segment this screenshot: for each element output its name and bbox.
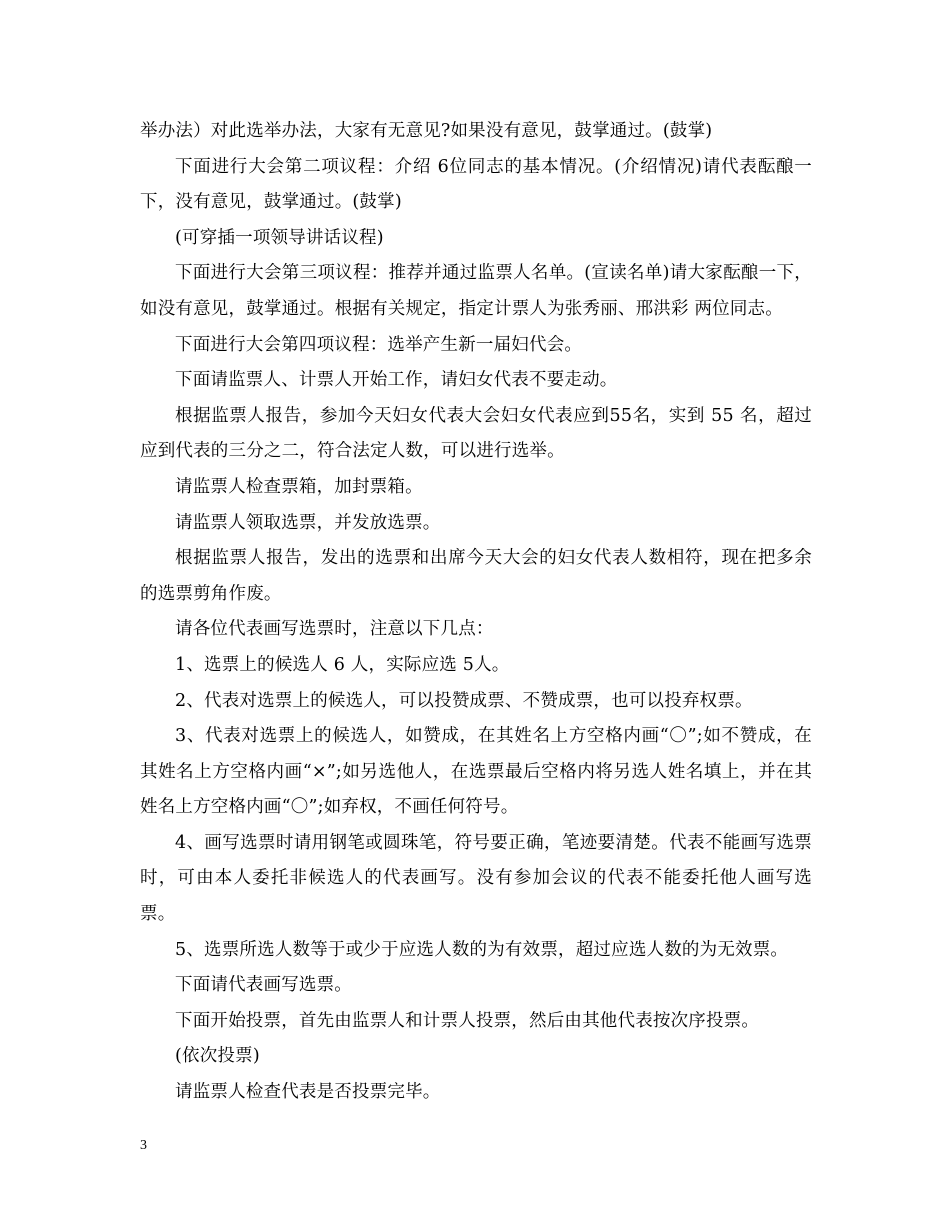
list-item: 1、选票上的候选人 6 人，实际应选 5人。 [175,654,510,675]
paragraph: 下面进行大会第四项议程：选举产生新一届妇代会。 [175,334,583,355]
paragraph: (可穿插一项领导讲话议程) [175,227,384,248]
page-number: 3 [140,1138,147,1153]
paragraph: 请监票人检查代表是否投票完毕。 [175,1082,441,1103]
paragraph: 下面请监票人、计票人开始工作，请妇女代表不要走动。 [175,370,618,391]
paragraph: 举办法）对此选举办法，大家有无意见?如果没有意见，鼓掌通过。(鼓掌) [140,121,713,141]
paragraph: 下面请代表画写选票。 [175,975,352,996]
paragraph: (依次投票) [175,1046,260,1067]
list-item: 2、代表对选票上的候选人，可以投赞成票、不赞成票，也可以投弃权票。 [175,690,753,711]
paragraph: 根据监票人报告，发出的选票和出席今天大会的妇女代表人数相符，现在把多余的选票剪角作废。 [140,548,812,604]
paragraph: 请各位代表画写选票时，注意以下几点： [175,619,494,640]
paragraph: 下面开始投票，首先由监票人和计票人投票，然后由其他代表按次序投票。 [175,1010,760,1031]
paragraph: 下面进行大会第三项议程：推荐并通过监票人名单。(宣读名单)请大家酝酿一下，如没有意见，鼓掌通过。根据有关规定，指定计票人为张秀丽、邢洪彩 两位同志。 [140,263,812,319]
body-text [140,114,812,1111]
paragraph: 请监票人检查票箱，加封票箱。 [175,476,423,497]
paragraph: 根据监票人报告，参加今天妇女代表大会妇女代表应到55名，实到 55 名，超过应到代表的三分之二，符合法定人数，可以进行选举。 [140,405,812,462]
paragraph: 下面进行大会第二项议程：介绍 6位同志的基本情况。(介绍情况)请代表酝酿一下，没有意见，鼓掌通过。(鼓掌) [140,156,812,213]
paragraph: 请监票人领取选票，并发放选票。 [175,512,441,533]
list-item: 4、画写选票时请用钢笔或圆珠笔，符号要正确，笔迹要清楚。代表不能画写选票时，可由本人委托非候选人的代表画写。没有参加会议的代表不能委托他人画写选票。 [140,832,812,925]
list-item: 5、选票所选人数等于或少于应选人数的为有效票，超过应选人数的为无效票。 [175,939,789,960]
list-item: 3、代表对选票上的候选人，如赞成，在其姓名上方空格内画“〇”;如不赞成，在其姓名上方空格内画“×”;如另选他人，在选票最后空格内将另选人姓名填上，并在其姓名上方空格内画“〇”;如弃权，不画任何符号。 [140,726,812,818]
